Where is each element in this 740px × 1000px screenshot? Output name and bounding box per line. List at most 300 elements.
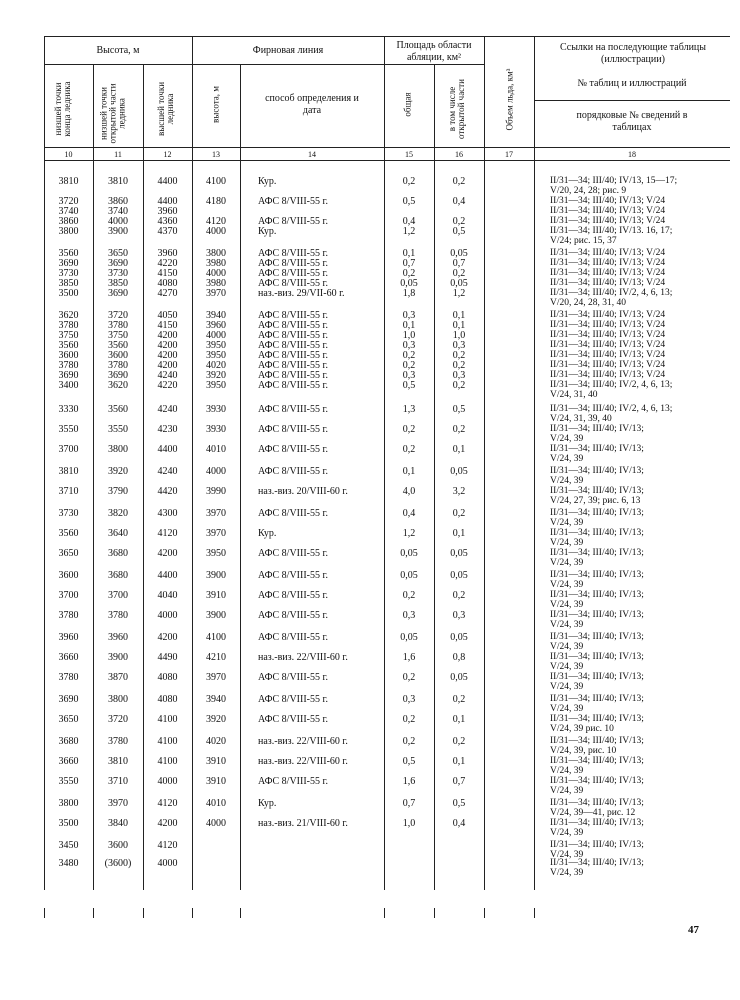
cell-c12: 4200 (157, 340, 178, 351)
cell-c16: 0,2 (452, 424, 466, 435)
header-refs-order: порядковые № сведений в таблицах (576, 110, 688, 133)
cell-c11: 3840 (108, 818, 128, 829)
cell-c15: 0,4 (402, 216, 416, 227)
refs-line-1: II/31—34; III/40; IV/13; (550, 610, 644, 620)
cell-c10: 3500 (58, 818, 79, 829)
cell-c16: 0,3 (452, 340, 466, 351)
cell-c16: 0,2 (452, 360, 466, 371)
cell-c16: 0,1 (452, 320, 466, 331)
cell-c14: АФС 8/VIII-55 г. (258, 370, 328, 381)
cell-refs (550, 404, 710, 424)
cell-refs (550, 320, 710, 330)
cell-c15: 1,0 (402, 818, 416, 829)
cell-c10: 3600 (58, 570, 79, 581)
cell-c10: 3700 (58, 590, 79, 601)
cell-c15: 0,4 (402, 508, 416, 519)
col-number-rule-top (44, 147, 730, 148)
refs-line-1: II/31—34; III/40; IV/13; (550, 776, 644, 786)
cell-c15: 0,3 (402, 310, 416, 321)
cell-c15: 0,1 (402, 320, 416, 331)
cell-c13: 4100 (206, 632, 226, 643)
refs-line-1: II/31—34; III/40; IV/13; V/24 (550, 278, 666, 288)
cell-refs (550, 610, 710, 630)
cell-c15: 0,2 (402, 444, 416, 455)
cell-c16: 1,2 (452, 288, 466, 299)
cell-c10: 3800 (58, 226, 79, 237)
cell-c15: 0,1 (402, 466, 416, 477)
cell-c11: 3780 (108, 320, 128, 331)
header-high: высшей точки ледника (156, 81, 175, 137)
refs-line-1: II/31—34; III/40; IV/2, 4, 6, 13; (550, 404, 673, 414)
cell-c12: 4200 (157, 350, 178, 361)
table-row (0, 176, 740, 196)
cell-c11: 3680 (108, 570, 128, 581)
cell-c11: 3810 (108, 176, 128, 187)
refs-line-2: V/24, 39 (550, 476, 584, 486)
cell-c15: 0,5 (402, 380, 416, 391)
cell-c16: 0,3 (452, 610, 466, 621)
cell-c15: 1,0 (402, 330, 416, 341)
refs-line-2: V/24, 39 (550, 704, 584, 714)
cell-c11: 3560 (108, 404, 128, 415)
cell-refs (550, 570, 710, 590)
cell-c15: 0,05 (400, 278, 418, 289)
column-tick (384, 908, 385, 918)
cell-refs (550, 590, 710, 610)
cell-c14: АФС 8/VIII-55 г. (258, 404, 328, 415)
table-row (0, 672, 740, 692)
cell-c15: 0,05 (400, 570, 418, 581)
col-number-rule-bottom (44, 160, 730, 161)
cell-c10: 3700 (58, 444, 79, 455)
col-number: 12 (163, 150, 172, 159)
cell-c10: 3550 (58, 776, 79, 787)
cell-refs (550, 278, 710, 288)
col-number: 16 (455, 150, 463, 159)
cell-c16: 0,05 (450, 248, 468, 259)
cell-c13: 3910 (206, 756, 226, 767)
cell-c13: 4180 (206, 196, 226, 207)
cell-refs (550, 360, 710, 370)
refs-line-1: II/31—34; III/40; IV/13; (550, 694, 644, 704)
cell-c12: 4050 (157, 310, 178, 321)
cell-c16: 0,2 (452, 508, 466, 519)
cell-refs (550, 258, 710, 268)
cell-refs (550, 216, 710, 226)
table-row (0, 380, 740, 400)
column-tick (240, 908, 241, 918)
cell-c14: АФС 8/VIII-55 г. (258, 508, 328, 519)
table-row (0, 508, 740, 528)
refs-line-1: II/31—34; III/40; IV/2, 4, 6, 13; (550, 380, 673, 390)
cell-c10: 3850 (58, 278, 79, 289)
cell-c16: 0,1 (452, 444, 466, 455)
cell-c13: 3990 (206, 486, 226, 497)
cell-c14: АФС 8/VIII-55 г. (258, 632, 328, 643)
cell-c16: 0,5 (452, 226, 466, 237)
cell-c14: АФС 8/VIII-55 г. (258, 196, 328, 207)
refs-line-1: II/31—34; III/40; IV/13; (550, 818, 644, 828)
refs-line-1: II/31—34; III/40; IV/13; (550, 798, 644, 808)
cell-c12: 4400 (157, 444, 178, 455)
refs-line-1: II/31—34; III/40; IV/13; (550, 466, 644, 476)
cell-c12: 4220 (157, 380, 178, 391)
cell-c12: 4300 (157, 508, 178, 519)
cell-refs (550, 444, 710, 464)
cell-c10: 3600 (58, 350, 79, 361)
cell-c15: 0,2 (402, 736, 416, 747)
refs-line-1: II/31—34; III/40; IV/13; (550, 444, 644, 454)
cell-c13: 3970 (206, 288, 226, 299)
subheader-rule-refs (534, 100, 730, 101)
cell-c13: 3980 (206, 258, 226, 269)
header-low-open: низшей точки открытой части ледника (98, 83, 127, 144)
cell-c10: 3620 (58, 310, 79, 321)
cell-c13: 3910 (206, 590, 226, 601)
cell-c13: 3950 (206, 380, 226, 391)
cell-c12: 4200 (157, 360, 178, 371)
cell-c11: 3900 (108, 226, 128, 237)
cell-refs (550, 548, 710, 568)
header-ice-volume: Объем льда, км³ (504, 68, 515, 131)
table-row (0, 714, 740, 734)
cell-refs (550, 380, 710, 400)
table-row (0, 288, 740, 308)
cell-c15: 0,7 (402, 798, 416, 809)
refs-line-2: V/20, 24, 28, 31, 40 (550, 298, 626, 308)
cell-c13: 3800 (206, 248, 226, 259)
cell-c15: 0,2 (402, 360, 416, 371)
refs-line-1: II/31—34; III/40; IV/13; V/24 (550, 268, 666, 278)
cell-refs (550, 330, 710, 340)
cell-c15: 0,2 (402, 176, 416, 187)
cell-c12: 4150 (157, 268, 178, 279)
cell-c14: АФС 8/VIII-55 г. (258, 548, 328, 559)
cell-c16: 0,2 (452, 590, 466, 601)
column-tick (93, 908, 94, 918)
refs-line-2: V/24, 39 (550, 682, 584, 692)
cell-c12: 3960 (157, 248, 178, 259)
refs-line-1: II/31—34; III/40; IV/13; V/24 (550, 350, 666, 360)
cell-c15: 0,5 (402, 196, 416, 207)
cell-c11: 3550 (108, 424, 128, 435)
header-low-end: низшей точки конца ледника (53, 81, 72, 137)
refs-line-2: V/20, 24, 28; рис. 9 (550, 186, 627, 196)
cell-c13: 3970 (206, 508, 226, 519)
cell-c10: 3650 (58, 714, 79, 725)
refs-line-1: II/31—34; III/40; IV/13; (550, 590, 644, 600)
cell-c14: АФС 8/VIII-55 г. (258, 466, 328, 477)
cell-c11: 3860 (108, 196, 128, 207)
cell-c11: 3700 (108, 590, 128, 601)
table-row (0, 632, 740, 652)
cell-c11: 3640 (108, 528, 128, 539)
column-tick (434, 908, 435, 918)
cell-c11: 3730 (108, 268, 128, 279)
table-row (0, 818, 740, 838)
cell-c12: 4120 (157, 798, 178, 809)
cell-refs (550, 840, 710, 860)
cell-refs (550, 226, 710, 246)
cell-c14: АФС 8/VIII-55 г. (258, 610, 328, 621)
cell-c15: 0,2 (402, 350, 416, 361)
cell-c15: 0,2 (402, 424, 416, 435)
refs-line-2: V/24, 31, 39, 40 (550, 414, 612, 424)
cell-c16: 0,1 (452, 756, 466, 767)
cell-c14: Кур. (258, 226, 277, 237)
refs-line-2: V/24, 39 (550, 828, 584, 838)
cell-c13: 4000 (206, 268, 226, 279)
refs-line-1: II/31—34; III/40; IV/13; V/24 (550, 258, 666, 268)
cell-refs (550, 736, 710, 756)
cell-c16: 0,05 (450, 466, 468, 477)
header-firn-group: Фирновая линия (252, 45, 324, 56)
header-area-total: общая (402, 92, 413, 117)
cell-c12: 4000 (157, 858, 178, 869)
cell-c15: 0,1 (402, 248, 416, 259)
cell-c16: 0,7 (452, 258, 466, 269)
refs-line-1: II/31—34; III/40; IV/13, 15—17; (550, 176, 678, 186)
cell-c14: АФС 8/VIII-55 г. (258, 278, 328, 289)
cell-c13: 3950 (206, 548, 226, 559)
cell-c13: 4010 (206, 444, 226, 455)
cell-c15: 0,3 (402, 610, 416, 621)
refs-line-1: II/31—34; III/40; IV/2, 4, 6, 13; (550, 288, 673, 298)
col-number: 10 (64, 150, 73, 159)
cell-c10: 3660 (58, 756, 79, 767)
refs-line-2: V/24, 39 (550, 600, 584, 610)
cell-c13: 4100 (206, 176, 226, 187)
cell-c11: 3970 (108, 798, 128, 809)
cell-c14: наз.-виз. 20/VIII-60 г. (258, 486, 348, 497)
cell-c13: 3920 (206, 370, 226, 381)
cell-c14: Кур. (258, 528, 277, 539)
table-row (0, 858, 740, 878)
cell-c15: 0,3 (402, 694, 416, 705)
cell-c16: 0,2 (452, 268, 466, 279)
refs-line-1: II/31—34; III/40; IV/13; (550, 486, 644, 496)
refs-line-1: II/31—34; III/40; IV/13; (550, 840, 644, 850)
refs-line-2: V/24, 39 (550, 620, 584, 630)
cell-c14: АФС 8/VIII-55 г. (258, 248, 328, 259)
refs-line-2: V/24, 39—41, рис. 12 (550, 808, 636, 818)
cell-c10: 3450 (58, 840, 79, 851)
cell-refs (550, 528, 710, 548)
cell-c10: 3730 (58, 268, 79, 279)
cell-c10: 3560 (58, 528, 79, 539)
cell-c14: Кур. (258, 798, 277, 809)
refs-line-1: II/31—34; III/40; IV/13; (550, 756, 644, 766)
cell-c10: 3780 (58, 320, 79, 331)
refs-line-2: V/24, 39 (550, 786, 584, 796)
cell-c13: 3950 (206, 350, 226, 361)
cell-c12: 4120 (157, 528, 178, 539)
refs-line-2: V/24, 27, 39; рис. 6, 13 (550, 496, 641, 506)
cell-c16: 0,1 (452, 714, 466, 725)
subheader-rule-height (44, 64, 192, 65)
cell-c14: наз.-виз. 22/VIII-60 г. (258, 652, 348, 663)
refs-line-2: V/24, 39 (550, 580, 584, 590)
cell-c14: АФС 8/VIII-55 г. (258, 444, 328, 455)
cell-c11: 3750 (108, 330, 128, 341)
refs-line-2: V/24; рис. 15, 37 (550, 236, 617, 246)
cell-c16: 3,2 (452, 486, 466, 497)
refs-line-2: V/24, 39 (550, 558, 584, 568)
cell-c12: 4230 (157, 424, 178, 435)
cell-c13: 3920 (206, 714, 226, 725)
col-number: 17 (505, 150, 513, 159)
refs-line-1: II/31—34; III/40; IV/13; V/24 (550, 310, 666, 320)
cell-c11: 3900 (108, 652, 128, 663)
cell-c13: 4010 (206, 798, 226, 809)
cell-c15: 0,2 (402, 590, 416, 601)
cell-c12: 4240 (157, 370, 178, 381)
cell-c13: 4000 (206, 818, 226, 829)
cell-c16: 0,2 (452, 694, 466, 705)
cell-refs (550, 858, 710, 878)
cell-c13: 3900 (206, 610, 226, 621)
cell-c13: 4020 (206, 736, 226, 747)
cell-refs (550, 310, 710, 320)
refs-line-2: V/24, 39 рис. 10 (550, 724, 614, 734)
cell-c11: 3720 (108, 714, 128, 725)
column-tick (44, 908, 45, 918)
refs-line-1: II/31—34; III/40; IV/13; V/24 (550, 360, 666, 370)
cell-refs (550, 798, 710, 818)
cell-c16: 0,5 (452, 798, 466, 809)
cell-c10: 3650 (58, 548, 79, 559)
cell-c14: АФС 8/VIII-55 г. (258, 258, 328, 269)
refs-line-1: II/31—34; III/40; IV/13; V/24 (550, 206, 666, 216)
cell-c11: 3720 (108, 310, 128, 321)
cell-refs (550, 694, 710, 714)
refs-line-1: II/31—34; III/40; IV/13; V/24 (550, 320, 666, 330)
cell-c10: 3960 (58, 632, 79, 643)
cell-c16: 0,05 (450, 632, 468, 643)
cell-refs (550, 508, 710, 528)
cell-c13: 4000 (206, 466, 226, 477)
cell-c14: АФС 8/VIII-55 г. (258, 590, 328, 601)
cell-c14: АФС 8/VIII-55 г. (258, 320, 328, 331)
cell-c16: 0,05 (450, 278, 468, 289)
refs-line-1: II/31—34; III/40; IV/13. 16, 17; (550, 226, 673, 236)
cell-c15: 0,05 (400, 548, 418, 559)
cell-c16: 0,4 (452, 196, 466, 207)
cell-c10: 3750 (58, 330, 79, 341)
cell-refs (550, 632, 710, 652)
cell-refs (550, 206, 710, 216)
refs-line-2: V/24, 39 (550, 662, 584, 672)
table-row (0, 444, 740, 464)
cell-c16: 0,3 (452, 370, 466, 381)
cell-refs (550, 652, 710, 672)
cell-c12: 4120 (157, 840, 178, 851)
cell-c10: 3690 (58, 370, 79, 381)
cell-refs (550, 486, 710, 506)
cell-c14: АФС 8/VIII-55 г. (258, 380, 328, 391)
cell-c14: АФС 8/VIII-55 г. (258, 216, 328, 227)
cell-c12: 4490 (157, 652, 178, 663)
cell-refs (550, 340, 710, 350)
cell-c14: наз.-виз. 22/VIII-60 г. (258, 736, 348, 747)
cell-c14: АФС 8/VIII-55 г. (258, 360, 328, 371)
cell-c11: 3690 (108, 288, 128, 299)
table-row (0, 756, 740, 776)
cell-c16: 0,05 (450, 548, 468, 559)
cell-c16: 0,2 (452, 380, 466, 391)
cell-c15: 0,2 (402, 268, 416, 279)
cell-c11: 3600 (108, 350, 128, 361)
cell-refs (550, 350, 710, 360)
cell-c16: 0,5 (452, 404, 466, 415)
cell-c11: 3800 (108, 444, 128, 455)
cell-c15: 1,2 (402, 528, 416, 539)
cell-c11: 3620 (108, 380, 128, 391)
cell-c16: 0,8 (452, 652, 466, 663)
cell-c13: 3940 (206, 694, 226, 705)
cell-c13: 3910 (206, 776, 226, 787)
cell-c10: 3690 (58, 258, 79, 269)
cell-c11: 3850 (108, 278, 128, 289)
cell-c12: 4200 (157, 548, 178, 559)
cell-c13: 4000 (206, 226, 226, 237)
cell-c12: 4240 (157, 404, 178, 415)
header-firn-height: высота, м (210, 86, 221, 123)
table-row (0, 776, 740, 796)
cell-refs (550, 756, 710, 776)
refs-line-2: V/24, 31, 40 (550, 390, 598, 400)
cell-c11: 4000 (108, 216, 128, 227)
table-row (0, 694, 740, 714)
cell-c12: 4000 (157, 610, 178, 621)
cell-c14: наз.-виз. 22/VIII-60 г. (258, 756, 348, 767)
cell-c13: 4000 (206, 330, 226, 341)
cell-c13: 3930 (206, 404, 226, 415)
refs-line-2: V/24, 39 (550, 850, 584, 860)
cell-c11: 3960 (108, 632, 128, 643)
cell-c15: 1,6 (402, 776, 416, 787)
cell-c10: 3730 (58, 508, 79, 519)
table-row (0, 610, 740, 630)
col-number: 13 (212, 150, 220, 159)
column-tick (143, 908, 144, 918)
table-row (0, 486, 740, 506)
header-area-group: Площадь области абляции, км² (396, 40, 472, 63)
cell-c10: 3330 (58, 404, 79, 415)
cell-c12: 4200 (157, 818, 178, 829)
refs-line-1: II/31—34; III/40; IV/13; (550, 714, 644, 724)
col-number: 11 (114, 150, 122, 159)
cell-c12: 4420 (157, 486, 178, 497)
cell-c16: 0,1 (452, 310, 466, 321)
cell-c11: 3560 (108, 340, 128, 351)
refs-line-2: V/24, 39 (550, 434, 584, 444)
table-row (0, 590, 740, 610)
cell-refs (550, 176, 710, 196)
cell-c12: 4400 (157, 570, 178, 581)
cell-c15: 0,2 (402, 714, 416, 725)
cell-c10: 3740 (58, 206, 79, 217)
cell-c14: АФС 8/VIII-55 г. (258, 424, 328, 435)
cell-c11: 3710 (108, 776, 128, 787)
cell-c15: 4,0 (402, 486, 416, 497)
cell-c15: 0,3 (402, 370, 416, 381)
cell-c10: 3660 (58, 652, 79, 663)
refs-line-1: II/31—34; III/40; IV/13; V/24 (550, 248, 666, 258)
refs-line-2: V/24, 39, рис. 10 (550, 746, 617, 756)
refs-line-2: V/24, 39 (550, 454, 584, 464)
header-firn-method: способ определения и дата (265, 93, 359, 116)
